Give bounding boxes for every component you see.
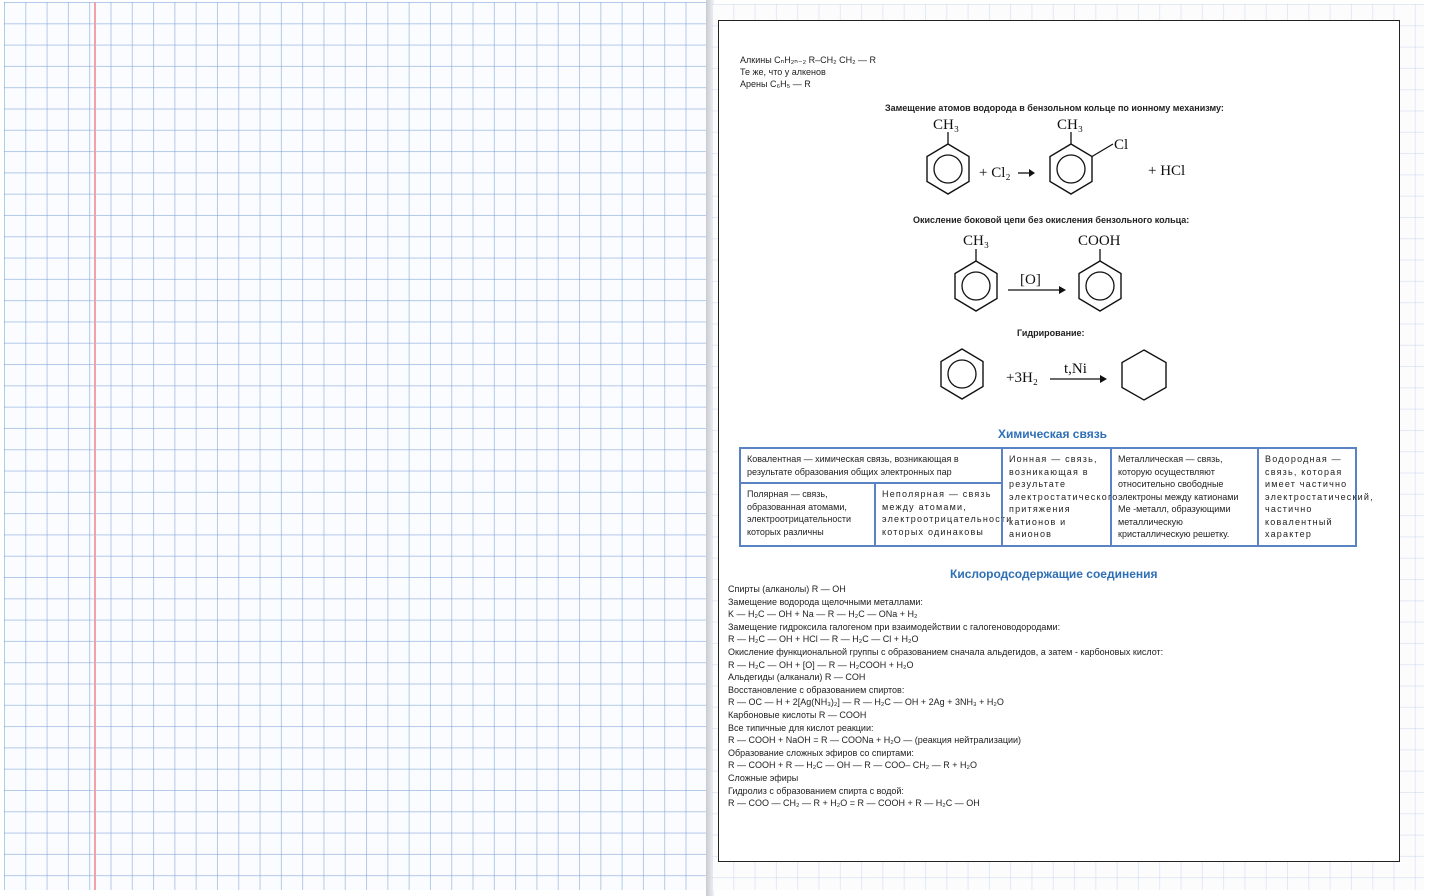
chemical-bond-table (739, 447, 1374, 547)
formula-line: R — COOH + NaOH = R — COONa + H₂O — (реакция нейтрализации) (728, 735, 1022, 746)
arrow-icon (1018, 168, 1036, 178)
formula-line: R — OC — H + 2[Ag(NH₃)₂] — R — H₂C — OH + 2Ag + 3NH₃ + H₂O (728, 697, 1004, 708)
ox-ch3-label: CH₃ (963, 233, 990, 249)
formula-line: Замещение гидроксила галогеном при взаимодействии с галогеноводородами: (728, 621, 1061, 632)
benzene-ring-hyd (932, 345, 992, 407)
covalent-cell: Ковалентная — химическая связь, возникающая в результате образования общих электронных пар (740, 448, 1002, 483)
benzene-ring-ox-left (946, 249, 1006, 319)
left-grid-page (4, 2, 709, 890)
metallic-cell: Металлическая — связь, которую осуществляют относительно свободные электроны между катионами Ме -металл, образующими металлическую кристаллическую решетку. (1111, 448, 1258, 546)
formula-line: Карбоновые кислоты R — COOH (728, 709, 867, 720)
nonpolar-cell: Неполярная — связь между атомами, электроотрицательности которых одинаковы (875, 483, 1002, 546)
formula-line: Окисление функциональной группы с образованием сначала альдегидов, а затем - карбоновых кислот: (728, 646, 1164, 657)
formula-line: Гидролиз с образованием спирта с водой: (728, 785, 904, 796)
benzene-ring-benzoic (1070, 249, 1130, 319)
benzene-ring-chlorotoluene (1041, 132, 1121, 202)
toluene-ch3-label: CH₃ (933, 117, 960, 133)
arrow-icon (1050, 374, 1110, 384)
formula-line: K — H₂C — OH + Na — R — H₂C — ONa + H₂ (728, 609, 918, 620)
cyclohexane-ring (1114, 346, 1174, 408)
chemical-bond-heading: Химическая связь (998, 427, 1108, 441)
ionic-cell: Ионная — связь, возникающая в результате электростатического притяжения катионов и анионов (1002, 448, 1111, 546)
formula-line: R — COOH + R — H₂C — OH — R — COO– CH₂ — R + H₂O (728, 760, 978, 771)
oxidant-label: [O] (1020, 272, 1041, 288)
formula-line: Сложные эфиры (728, 772, 799, 783)
oxygen-compounds-list (728, 583, 1163, 810)
polar-cell: Полярная — связь, образованная атомами, электроотрицательности которых различны (740, 483, 875, 546)
cooh-label: COOH (1078, 233, 1121, 249)
formula-line: Альдегиды (алканали) R — COH (728, 672, 866, 683)
formula-line: Спирты (алканолы) R — OH (728, 584, 846, 594)
alkenes-note: Те же, что у алкенов (740, 67, 826, 77)
formula-line: Восстановление с образованием спиртов: (728, 684, 905, 695)
formula-line: Образование сложных эфиров со спиртами: (728, 747, 914, 758)
hydrogen-cell: Водородная — связь, которая имеет частично электростатический, частично ковалентный характер (1258, 448, 1356, 546)
chlorotoluene-ch3-label: CH₃ (1057, 117, 1084, 133)
formula-line: Замещение водорода щелочными металлами: (728, 596, 923, 607)
formula-line: Все типичные для кислот реакции: (728, 722, 874, 733)
formula-line: R — COO — CH₂ — R + H₂O = R — COOH + R — H₂C — OH (728, 798, 980, 809)
arrow-icon (1008, 285, 1068, 295)
formula-line: R — H₂C — OH + [O] — R — H₂COOH + H₂O (728, 659, 914, 670)
formula-line: R — H₂C — OH + HCl — R — H₂C — Cl + H₂O (728, 634, 919, 645)
plus-cl2-label: + Cl₂ (979, 165, 1011, 181)
alkynes-line: Алкины CₙH₂ₙ₋₂ R–CH₂ CH₂ — R (740, 55, 877, 65)
arenes-line: Арены C₆H₅ — R (740, 79, 811, 89)
substitution-title: Замещение атомов водорода в бензольном кольце по ионному механизму: (885, 103, 1224, 113)
catalyst-label: t,Ni (1064, 361, 1087, 377)
plus-hcl-label: + HCl (1148, 163, 1186, 179)
cl-substituent-label: Cl (1114, 137, 1129, 153)
plus-3h2-label: +3H₂ (1006, 370, 1039, 386)
benzene-ring-toluene (918, 132, 978, 202)
oxygen-compounds-heading: Кислородсодержащие соединения (950, 567, 1158, 581)
margin-line (94, 2, 96, 890)
oxidation-title: Окисление боковой цепи без окисления бензольного кольца: (913, 215, 1190, 225)
hydrogenation-title: Гидрирование: (1017, 328, 1085, 338)
